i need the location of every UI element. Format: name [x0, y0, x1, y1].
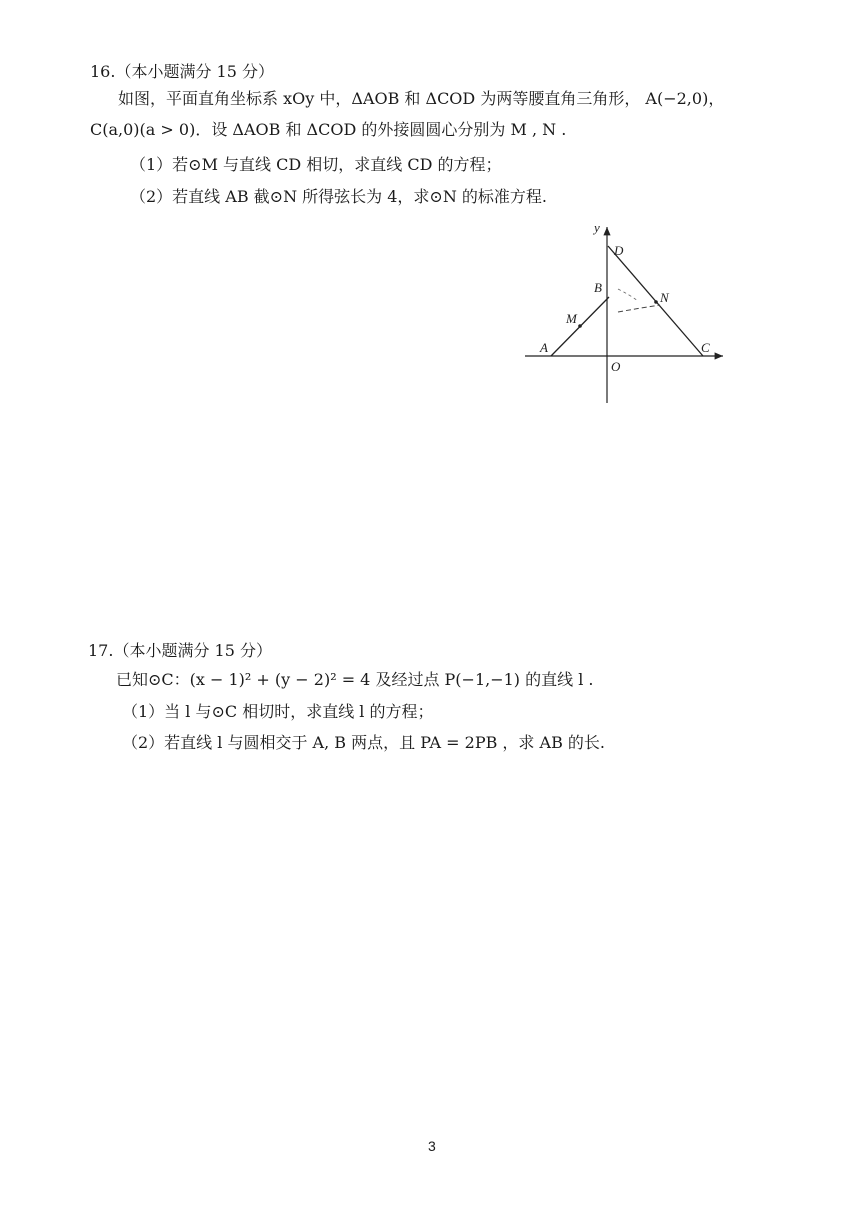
label-a: A: [540, 340, 548, 355]
page-number: 3: [428, 1138, 436, 1154]
question-17-statement: 已知⊙C：(x − 1)² + (y − 2)² = 4 及经过点 P(−1,−1) 的直线 l .: [116, 670, 594, 689]
question-16-part2: （2）若直线 AB 截⊙N 所得弦长为 4，求⊙N 的标准方程.: [130, 187, 548, 206]
question-17-header: 17.（本小题满分 15 分）: [88, 641, 272, 660]
question-17-part1: （1）当 l 与⊙C 相切时，求直线 l 的方程；: [122, 702, 434, 721]
arc-near-n: [618, 305, 660, 312]
label-o: O: [611, 359, 621, 374]
label-d: D: [614, 243, 624, 258]
arc-near-b: [618, 289, 638, 301]
question-16-statement-line2: C(a,0)(a > 0)．设 ΔAOB 和 ΔCOD 的外接圆圆心分别为 M , N .: [90, 120, 567, 139]
question-16-header: 16.（本小题满分 15 分）: [90, 62, 274, 81]
label-c: C: [701, 340, 710, 355]
label-b: B: [594, 280, 602, 295]
label-n: N: [660, 290, 669, 305]
question-16-part1: （1）若⊙M 与直线 CD 相切，求直线 CD 的方程；: [130, 155, 502, 174]
question-17-part2: （2）若直线 l 与圆相交于 A, B 两点，且 PA = 2PB ，求 AB 的长.: [122, 733, 606, 752]
point-m: [578, 324, 582, 328]
coordinate-figure: [520, 215, 740, 410]
label-m: M: [566, 311, 577, 326]
question-16-statement-line1: 如图，平面直角坐标系 xOy 中，ΔAOB 和 ΔCOD 为两等腰直角三角形， A(−2,0)，: [118, 89, 725, 108]
label-y: y: [594, 220, 600, 235]
point-n: [654, 300, 658, 304]
